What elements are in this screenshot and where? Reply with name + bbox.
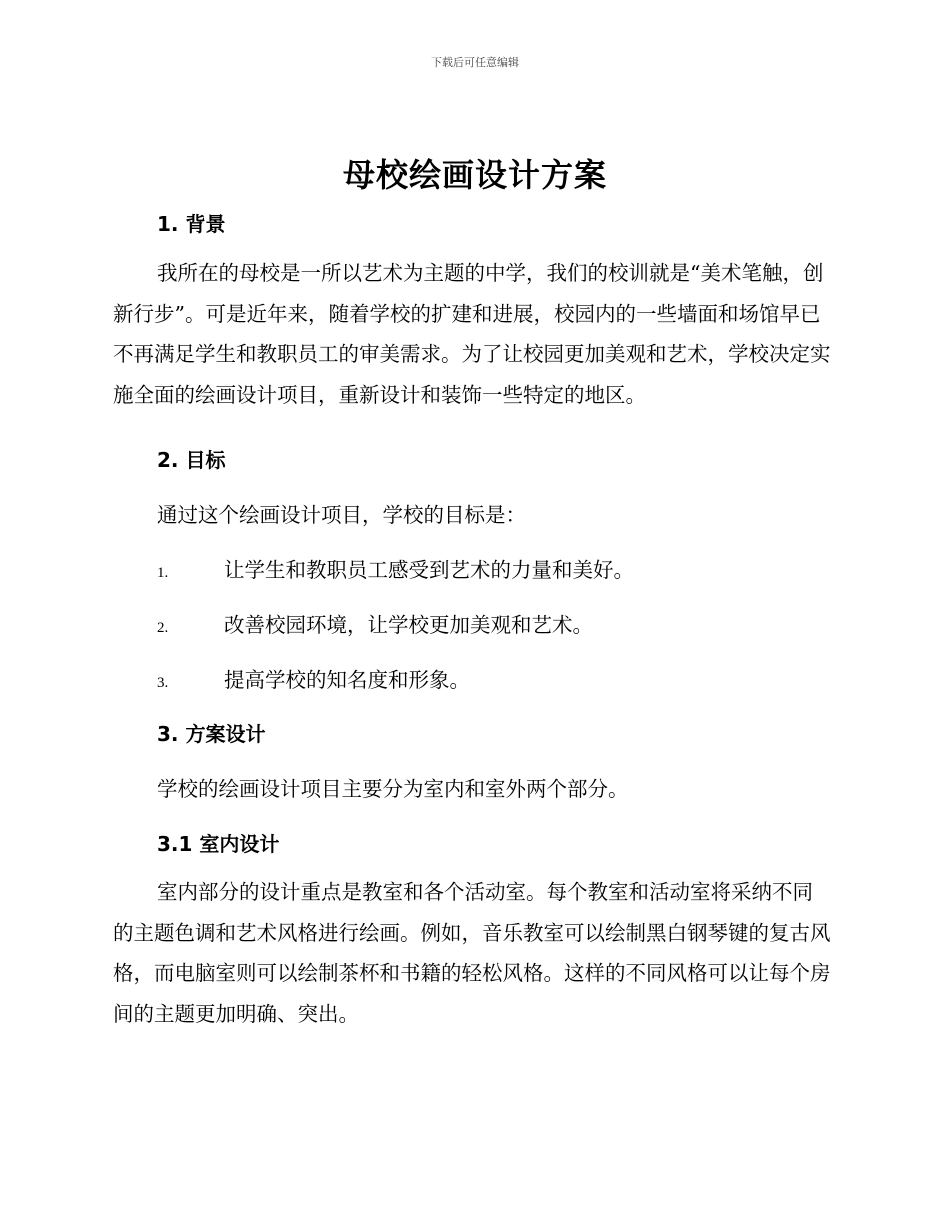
plan-intro: 学校的绘画设计项目主要分为室内和室外两个部分。 bbox=[157, 777, 629, 801]
section-heading-background: 1. 背景 bbox=[157, 212, 226, 236]
section-heading-plan: 3. 方案设计 bbox=[157, 722, 266, 746]
list-number: 3. bbox=[157, 675, 169, 691]
section-heading-goals: 2. 目标 bbox=[157, 448, 226, 472]
page-header-note: 下载后可任意编辑 bbox=[431, 56, 519, 69]
list-text: 改善校园环境，让学校更加美观和艺术。 bbox=[224, 613, 593, 637]
goal-list-item bbox=[157, 553, 634, 583]
list-number: 1. bbox=[157, 565, 169, 581]
goal-list-item bbox=[157, 663, 470, 693]
section-heading-indoor: 3.1 室内设计 bbox=[157, 832, 280, 856]
indoor-paragraph: 室内部分的设计重点是教室和各个活动室。每个教室和活动室将采纳不同的主题色调和艺术风格进行绘画。例如，音乐教室可以绘制黑白钢琴键的复古风格，而电脑室则可以绘制茶杯和书籍的轻松风格。这样的不同风格可以让每个房间的主题更加明确、突出。 bbox=[113, 880, 831, 1027]
goal-list-item bbox=[157, 608, 593, 638]
list-number: 2. bbox=[157, 620, 169, 636]
document-title: 母校绘画设计方案 bbox=[342, 156, 607, 194]
background-paragraph: 我所在的母校是一所以艺术为主题的中学，我们的校训就是“美术笔触，创新行步”。可是近年来，随着学校的扩建和进展，校园内的一些墙面和场馆早已不再满足学生和教职员工的审美需求。为了让校园更加美观和艺术，学校决定实施全面的绘画设计项目，重新设计和装饰一些特定的地区。 bbox=[113, 261, 831, 408]
list-text: 让学生和教职员工感受到艺术的力量和美好。 bbox=[224, 558, 634, 582]
goals-intro: 通过这个绘画设计项目，学校的目标是： bbox=[157, 503, 526, 527]
list-text: 提高学校的知名度和形象。 bbox=[224, 668, 470, 692]
